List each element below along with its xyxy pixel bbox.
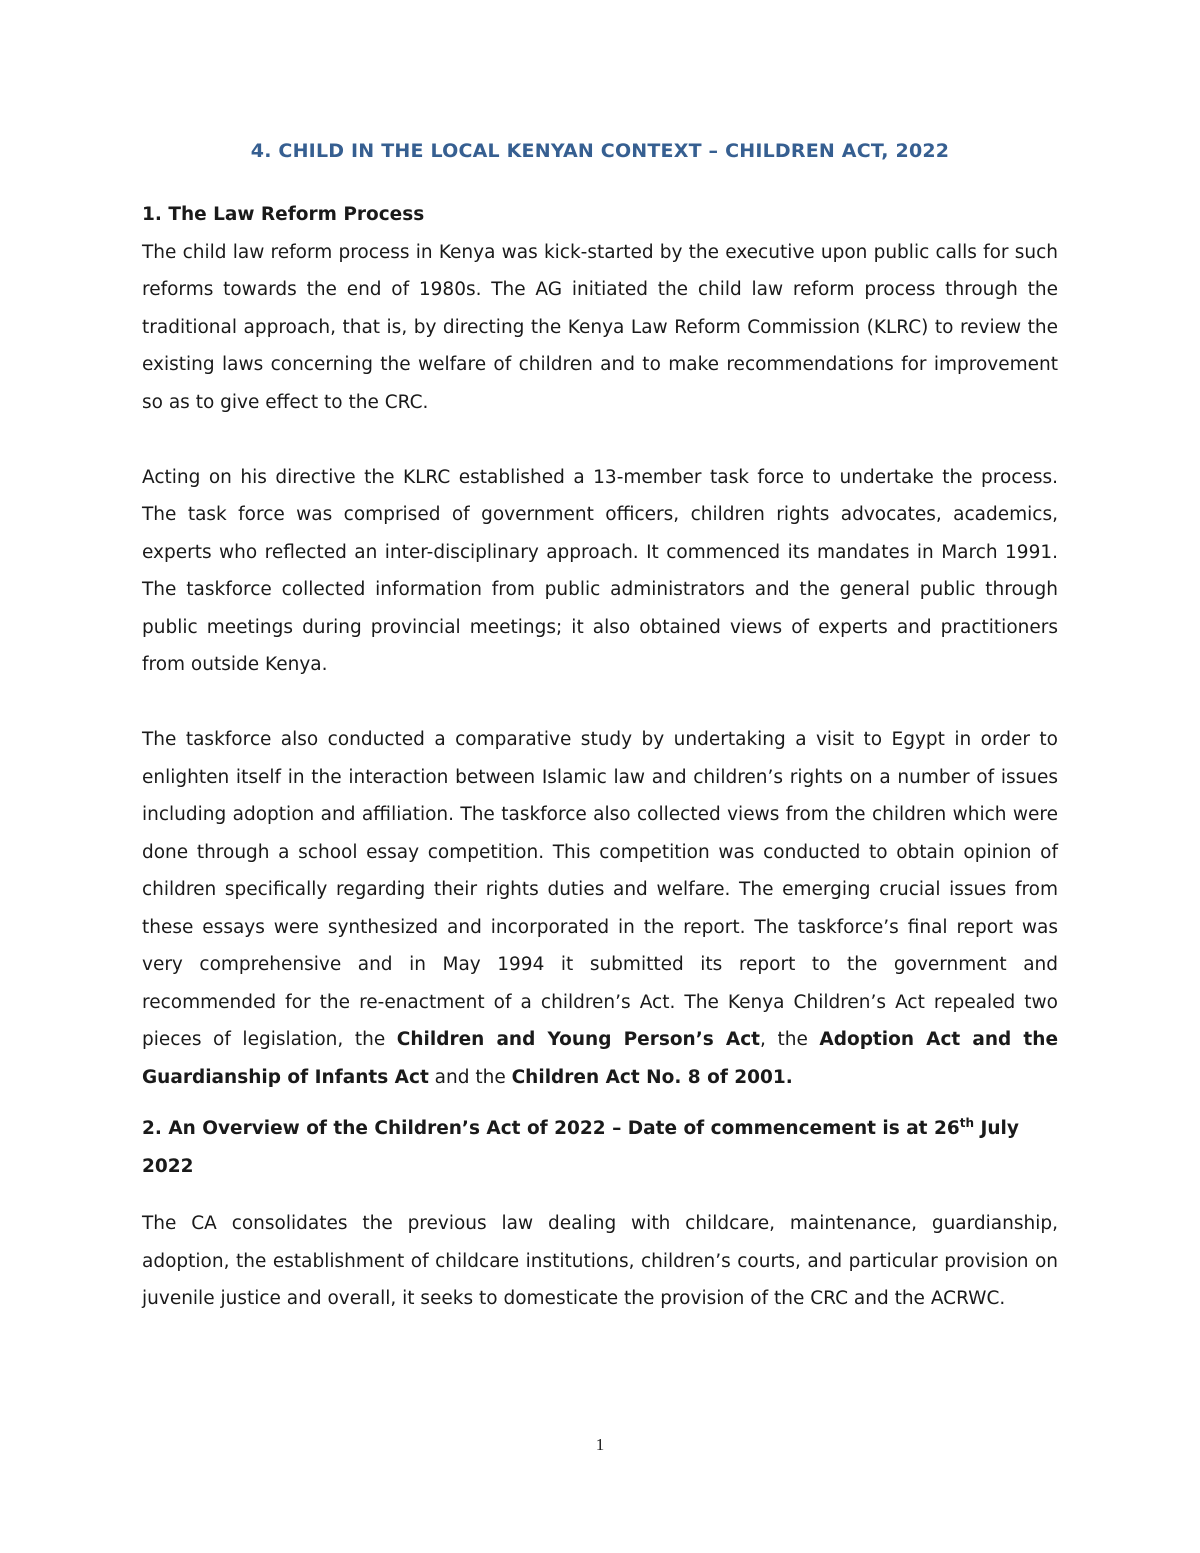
comparative-study-text: The taskforce also conducted a comparative study by undertaking a visit to Egypt in order to enlighten itself in the interaction between Islamic law and children’s rights on a number of issues including adoption and affiliation. The taskforce also collected views from the children which were done through a school essay competition. This competition was conducted to obtain opinion of children specifically regarding their rights duties and welfare. The emerging crucial issues from these essays were synthesized and incorporated in the report. The taskforce’s final report was very comprehensive and in May 1994 it submitted its report to the government and recommended for the re-enactment of a children’s Act. The Kenya Children’s Act repealed two pieces of legislation, the <box>142 729 1058 1050</box>
paragraph-overview: The CA consolidates the previous law dealing with childcare, maintenance, guardianship, adoption, the establishment of childcare institutions, children’s courts, and particular provision on juvenile justice and overall, it seeks to domesticate the provision of the CRC and the ACRWC. <box>142 1213 1058 1309</box>
document-title: 4. CHILD IN THE LOCAL KENYAN CONTEXT – CHILDREN ACT, 2022 <box>250 140 950 162</box>
act-name-children-young-persons: Children and Young Person’s Act <box>396 1029 761 1050</box>
page-number: 1 <box>595 1435 605 1454</box>
ordinal-suffix: th <box>959 1115 974 1130</box>
sentence-end: . <box>785 1066 793 1088</box>
paragraph-comparative-study <box>142 721 1058 1096</box>
section-heading-overview <box>142 1110 1058 1185</box>
act-name-adoption-guardianship: Adoption Act and the Guardianship of Infants Act <box>142 1029 1058 1088</box>
section-heading-law-reform: 1. The Law Reform Process <box>142 204 425 225</box>
act-name-children-act-2001: Children Act No. 8 of 2001 <box>511 1066 786 1088</box>
overview-heading-date: July 2022 <box>142 1118 1019 1177</box>
document-page <box>142 140 1058 1318</box>
overview-heading-text: 2. An Overview of the Children’s Act of 2022 – Date of commencement is at 26 <box>142 1118 960 1139</box>
paragraph-law-reform-intro: The child law reform process in Kenya was kick-started by the executive upon public calls for such reforms towards the end of 1980s. The AG initiated the child law reform process through the traditional approach, that is, by directing the Kenya Law Reform Commission (KLRC) to review the existing laws concerning the welfare of children and to make recommendations for improvement so as to give effect to the CRC. <box>142 241 1058 413</box>
separator-text: and the <box>428 1066 512 1088</box>
separator-text: , the <box>760 1029 820 1050</box>
paragraph-task-force: Acting on his directive the KLRC established a 13-member task force to undertake the process. The task force was comprised of government officers, children rights advocates, academics, experts who reflected an inter-disciplinary approach. It commenced its mandates in March 1991. The taskforce collected information from public administrators and the general public through public meetings during provincial meetings; it also obtained views of experts and practitioners from outside Kenya. <box>142 466 1058 675</box>
